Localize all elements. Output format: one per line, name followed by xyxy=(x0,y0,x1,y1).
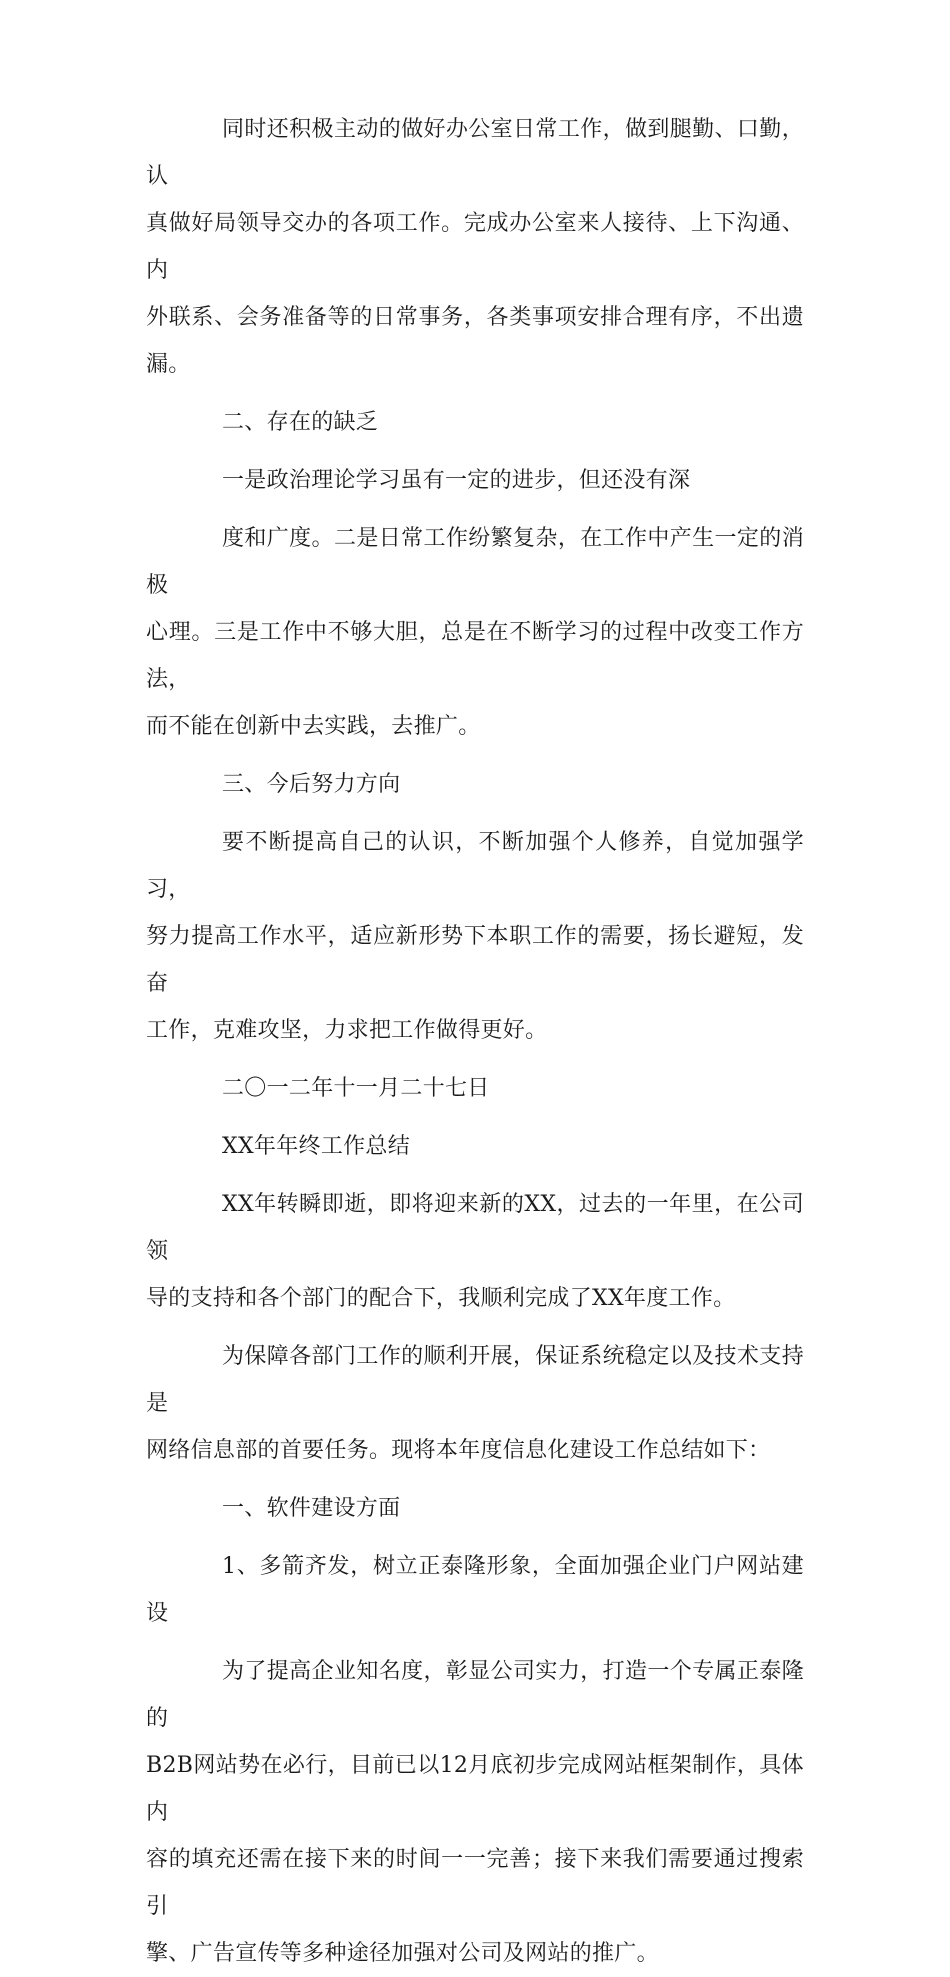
text-line: 1、多箭齐发，树立正泰隆形象，全面加强企业门户网站建设 xyxy=(146,1554,804,1626)
text-line: 容的填充还需在接下来的时间一一完善；接下来我们需要通过搜索引 xyxy=(146,1847,804,1919)
text-line: 要不断提高自己的认识，不断加强个人修养，自觉加强学习， xyxy=(146,830,804,902)
text-line: 度和广度。二是日常工作纷繁复杂，在工作中产生一定的消极 xyxy=(146,526,804,598)
paragraph-office-work xyxy=(146,106,804,388)
paragraph-future-direction xyxy=(146,819,804,1054)
heading-software-construction xyxy=(146,1485,804,1532)
text-line: 二〇一二年十一月二十七日 xyxy=(222,1076,490,1101)
paragraph-shortcomings-continued xyxy=(146,515,804,750)
heading-future-direction xyxy=(146,761,804,808)
text-line: 努力提高工作水平，适应新形势下本职工作的需要，扬长避短，发奋 xyxy=(146,924,804,996)
text-line: 为了提高企业知名度，彰显公司实力，打造一个专属正泰隆的 xyxy=(146,1659,804,1731)
paragraph-b2b-website xyxy=(146,1648,804,1977)
paragraph-shortcomings-start xyxy=(146,457,804,504)
document-page xyxy=(146,106,804,1977)
text-line: 一是政治理论学习虽有一定的进步，但还没有深 xyxy=(222,468,691,493)
text-line: 三、今后努力方向 xyxy=(222,772,401,797)
document-date xyxy=(146,1065,804,1112)
paragraph-year-intro xyxy=(146,1181,804,1322)
text-line: 一、软件建设方面 xyxy=(222,1496,401,1521)
text-line: 同时还积极主动的做好办公室日常工作，做到腿勤、口勤，认 xyxy=(146,117,804,189)
text-line: 外联系、会务准备等的日常事务，各类事项安排合理有序，不出遗漏。 xyxy=(146,305,804,377)
text-line: 心理。三是工作中不够大胆，总是在不断学习的过程中改变工作方法， xyxy=(146,620,804,692)
text-line: 导的支持和各个部门的配合下，我顺利完成了XX年度工作。 xyxy=(146,1286,736,1311)
text-line: 为保障各部门工作的顺利开展，保证系统稳定以及技术支持是 xyxy=(146,1344,804,1416)
heading-shortcomings xyxy=(146,399,804,446)
text-line: XX年转瞬即逝，即将迎来新的XX，过去的一年里，在公司领 xyxy=(146,1192,804,1264)
text-line: 工作，克难攻坚，力求把工作做得更好。 xyxy=(146,1018,548,1043)
paragraph-it-mission xyxy=(146,1333,804,1474)
text-line: 真做好局领导交办的各项工作。完成办公室来人接待、上下沟通、内 xyxy=(146,211,804,283)
heading-portal-website xyxy=(146,1543,804,1637)
text-line: 而不能在创新中去实践，去推广。 xyxy=(146,714,481,739)
text-line: XX年年终工作总结 xyxy=(222,1134,411,1159)
text-line: 擎、广告宣传等多种途径加强对公司及网站的推广。 xyxy=(146,1941,659,1966)
text-line: 二、存在的缺乏 xyxy=(222,410,379,435)
text-line: 网络信息部的首要任务。现将本年度信息化建设工作总结如下： xyxy=(146,1438,771,1463)
section-title-year-end-summary xyxy=(146,1123,804,1170)
text-line: B2B网站势在必行，目前已以12月底初步完成网站框架制作，具体内 xyxy=(146,1753,804,1825)
